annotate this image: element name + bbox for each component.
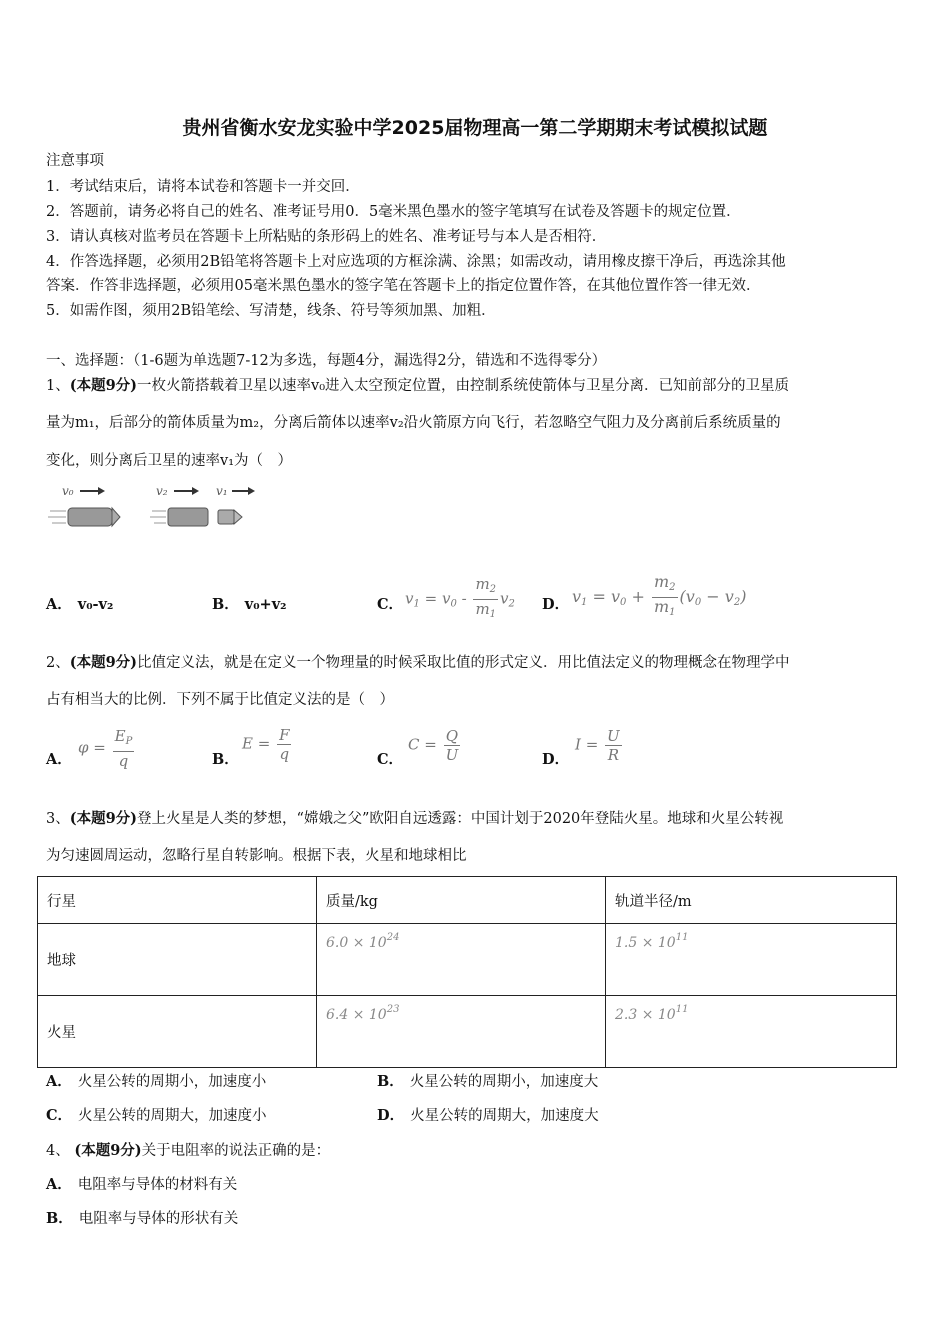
q3-option-a[interactable]: A． 火星公转的周期小，加速度小 bbox=[46, 1073, 267, 1090]
planet-table bbox=[37, 876, 897, 1068]
q4-option-a[interactable]: A． 电阻率与导体的材料有关 bbox=[46, 1176, 238, 1193]
question-3-line-2: 为匀速圆周运动，忽略行星自转影响。根据下表，火星和地球相比 bbox=[46, 848, 467, 864]
v1-label: v₁ bbox=[216, 484, 228, 498]
radius-value: $2.3 \times 10^{11}$ bbox=[615, 1004, 689, 1023]
q1-option-a[interactable]: A． v₀-v₂ bbox=[46, 596, 114, 613]
q3-option-d[interactable]: D． 火星公转的周期大，加速度大 bbox=[377, 1107, 599, 1124]
question-2-line-2: 占有相当大的比例．下列不属于比值定义法的是（ ） bbox=[46, 692, 394, 708]
q1-option-d-formula: $v_1 = v_0$ + $\frac{m_2}{m_1}$ $(v_0 - v_2)$ bbox=[572, 572, 747, 618]
notice-item: 2．答题前，请务必将自己的姓名、准考证号用0．5毫米黑色墨水的签字笔填写在试卷及答题卡的规定位置． bbox=[46, 204, 741, 220]
question-3-line-1: 3、(本题9分)登上火星是人类的梦想，“嫦娥之父”欧阳自远透露：中国计划于2020年登陆火星。地球和火星公转视 bbox=[46, 810, 784, 827]
table-header: 轨道半径/m bbox=[606, 877, 897, 924]
question-4-stem: 4、 (本题9分)关于电阻率的说法正确的是： bbox=[46, 1142, 331, 1159]
mass-value: $6.4 \times 10^{23}$ bbox=[326, 1004, 400, 1023]
notice-item: 4．作答选择题，必须用2B铅笔将答题卡上对应选项的方框涂满、涂黑；如需改动，请用橡皮擦干净后，再选涂其他 bbox=[46, 254, 786, 270]
q2-option-d-formula: I = $\frac{U}{R}$ bbox=[575, 727, 620, 764]
notice-item: 3．请认真核对监考员在答题卡上所粘贴的条形码上的姓名、准考证号与本人是否相符． bbox=[46, 229, 607, 245]
q2-option-a-formula: φ = $\frac{E_P}{q}$ bbox=[78, 727, 133, 770]
table-header: 质量/kg bbox=[317, 877, 606, 924]
q2-option-a[interactable]: A． bbox=[46, 751, 72, 768]
section-heading: 一、选择题：（1-6题为单选题7-12为多选，每题4分，漏选得2分，错选和不选得零分） bbox=[46, 353, 607, 369]
q4-option-b[interactable]: B． 电阻率与导体的形状有关 bbox=[46, 1210, 239, 1227]
q1-option-c[interactable]: C． bbox=[377, 596, 404, 613]
mass-value: $6.0 \times 10^{24}$ bbox=[326, 932, 400, 951]
table-header: 行星 bbox=[38, 877, 317, 924]
radius-value: $1.5 \times 10^{11}$ bbox=[615, 932, 689, 951]
question-1-line-3: 变化，则分离后卫星的速率v₁为（ ） bbox=[46, 453, 293, 469]
q2-option-b[interactable]: B． bbox=[212, 751, 239, 768]
question-1-line-1: 1、(本题9分)一枚火箭搭载着卫星以速率v₀进入太空预定位置，由控制系统使箭体与卫星分离．已知前部分的卫星质 bbox=[46, 377, 790, 394]
q2-option-c[interactable]: C． bbox=[377, 751, 404, 768]
notice-item: 1．考试结束后，请将本试卷和答题卡一并交回． bbox=[46, 179, 360, 195]
v2-label: v₂ bbox=[156, 484, 168, 498]
notice-item: 5．如需作图，须用2B铅笔绘、写清楚，线条、符号等须加黑、加粗． bbox=[46, 303, 496, 319]
table-header-row bbox=[38, 877, 897, 924]
q1-option-c-formula: $v_1 = v_0$ - $\frac{m_2}{m_1}$ $v_2$ bbox=[405, 575, 515, 620]
table-row bbox=[38, 996, 897, 1068]
table-row bbox=[38, 924, 897, 996]
q1-option-d[interactable]: D． bbox=[542, 596, 570, 613]
question-1-line-2: 量为m₁，后部分的箭体质量为m₂，分离后箭体以速率v₂沿火箭原方向飞行，若忽略空气阻力及分离前后系统质量的 bbox=[46, 415, 781, 431]
page-title: 贵州省衡水安龙实验中学2025届物理高一第二学期期末考试模拟试题 bbox=[182, 117, 768, 139]
notice-heading: 注意事项 bbox=[46, 153, 104, 169]
question-2-line-1: 2、(本题9分)比值定义法，就是在定义一个物理量的时候采取比值的形式定义．用比值法定义的物理概念在物理学中 bbox=[46, 654, 790, 671]
v0-label: v₀ bbox=[62, 484, 74, 498]
q3-option-b[interactable]: B． 火星公转的周期小，加速度大 bbox=[377, 1073, 599, 1090]
planet-name: 地球 bbox=[38, 924, 317, 996]
rocket-separation-figure bbox=[46, 481, 260, 533]
q3-option-c[interactable]: C． 火星公转的周期大，加速度小 bbox=[46, 1107, 267, 1124]
q2-option-d[interactable]: D． bbox=[542, 751, 570, 768]
q2-option-c-formula: C = $\frac{Q}{U}$ bbox=[408, 727, 459, 764]
planet-name: 火星 bbox=[38, 996, 317, 1068]
q1-option-b[interactable]: B． v₀+v₂ bbox=[212, 596, 287, 613]
notice-item: 答案．作答非选择题，必须用05毫米黑色墨水的签字笔在答题卡上的指定位置作答，在其他位置作答一律无效． bbox=[46, 278, 761, 294]
q2-option-b-formula: E = $\frac{F}{q}$ bbox=[242, 726, 290, 763]
